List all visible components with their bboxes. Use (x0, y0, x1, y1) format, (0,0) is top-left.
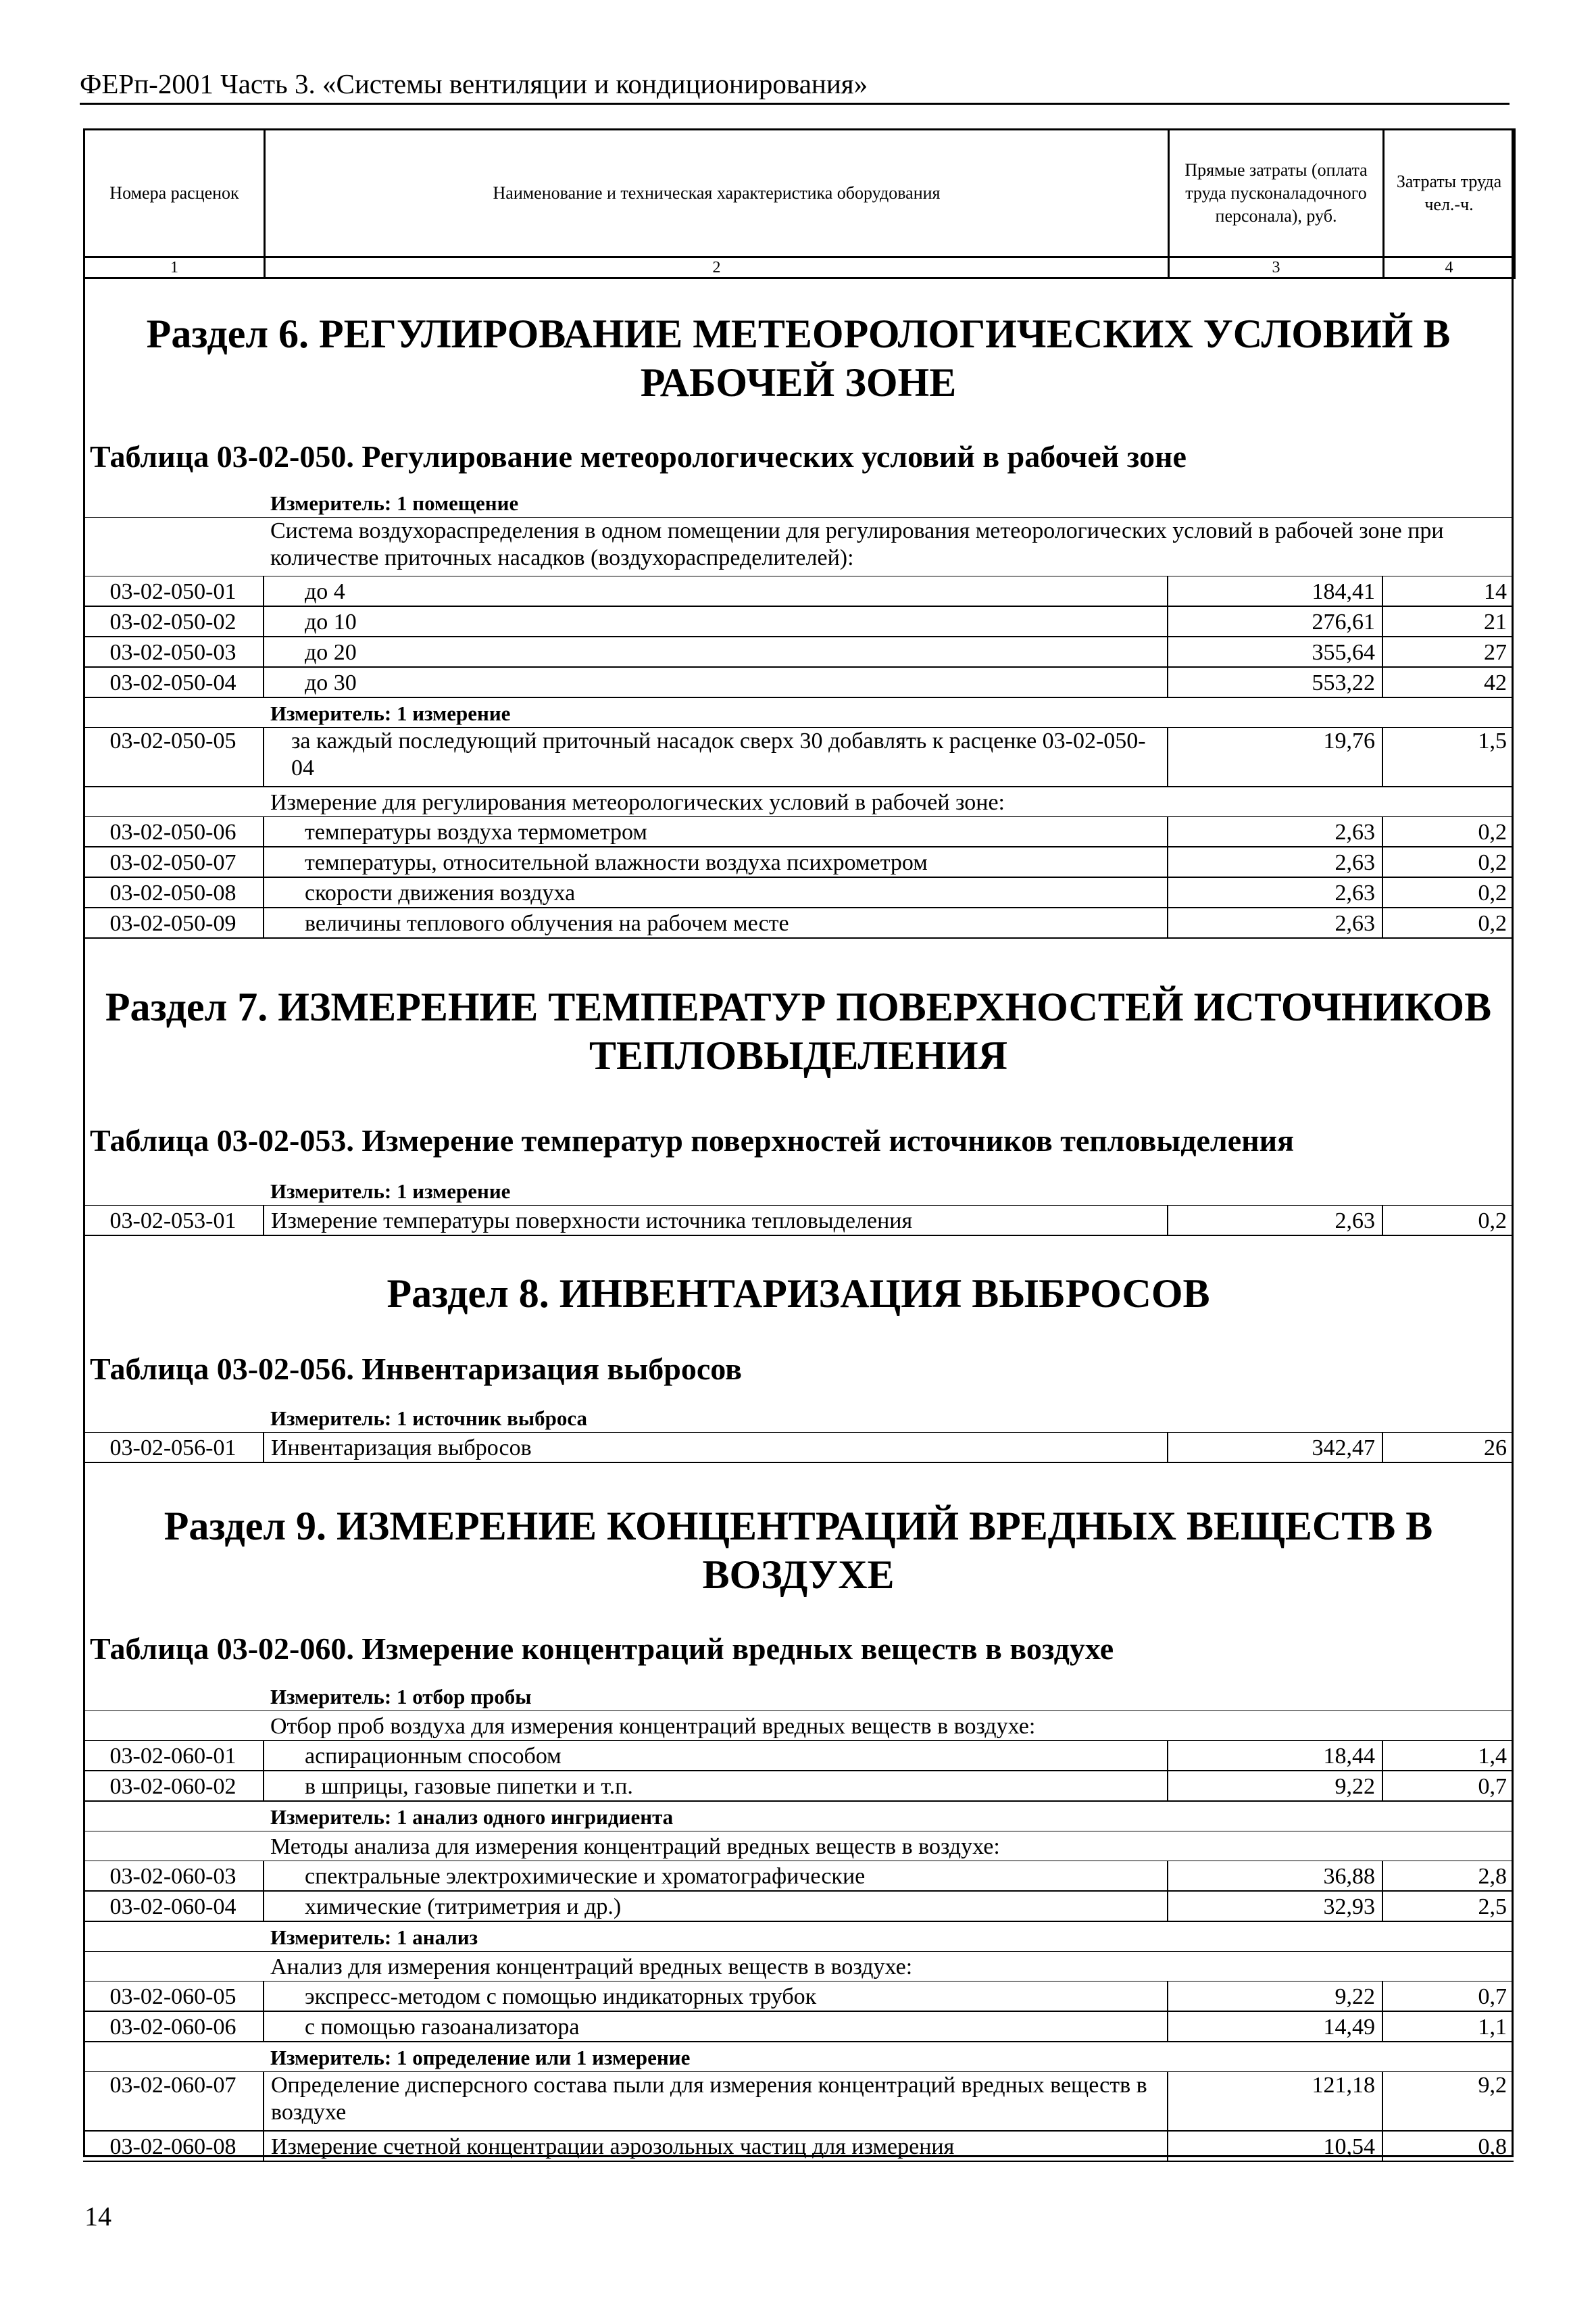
rate-code: 03-02-050-01 (83, 576, 264, 607)
measurer: Измеритель: 1 измерение (264, 1176, 1514, 1206)
section-7-title: Раздел 7. ИЗМЕРЕНИЕ ТЕМПЕРАТУР ПОВЕРХНОСТЕЙ ИСТОЧНИКОВ ТЕПЛОВЫДЕЛЕНИЯ (105, 985, 1492, 1078)
table-row (83, 728, 1514, 787)
rate-labor: 21 (1382, 606, 1514, 637)
measurer: Измеритель: 1 отбор пробы (264, 1681, 1514, 1711)
col-number-2: 2 (265, 257, 1169, 278)
rate-name: экспресс-методом с помощью индикаторных трубок (264, 1981, 1168, 2012)
rate-name: в шприцы, газовые пипетки и т.п. (264, 1771, 1168, 1801)
rate-code: 03-02-060-05 (83, 1981, 264, 2012)
table-050 (83, 488, 1514, 939)
table-row (83, 1741, 1514, 1771)
rate-cost: 355,64 (1168, 637, 1382, 667)
col-number-3: 3 (1169, 257, 1384, 278)
rate-code: 03-02-050-08 (83, 877, 264, 908)
col-header-codes: Номера расценок (84, 130, 265, 257)
rate-labor: 42 (1382, 667, 1514, 697)
rate-name: до 10 (264, 606, 1168, 637)
rate-cost: 36,88 (1168, 1861, 1382, 1892)
rate-labor: 2,5 (1382, 1891, 1514, 1921)
rate-cost: 10,54 (1168, 2131, 1382, 2161)
table-row (83, 1861, 1514, 1892)
rate-name: до 20 (264, 637, 1168, 667)
rate-cost: 553,22 (1168, 667, 1382, 697)
rate-code: 03-02-050-05 (83, 728, 264, 787)
table-053-title: Таблица 03-02-053. Измерение температур поверхностей источников тепловыделения (90, 1123, 1295, 1158)
rate-labor: 27 (1382, 637, 1514, 667)
column-header-table (83, 128, 1516, 279)
rate-code: 03-02-060-02 (83, 1771, 264, 1801)
rate-name: спектральные электрохимические и хроматографические (264, 1861, 1168, 1892)
rate-name: Определение дисперсного состава пыли для измерения концентраций вредных веществ в воздухе (264, 2072, 1168, 2132)
table-060-title: Таблица 03-02-060. Измерение концентраций вредных веществ в воздухе (90, 1631, 1114, 1666)
rate-labor: 0,7 (1382, 1981, 1514, 2012)
rate-name: величины теплового облучения на рабочем месте (264, 908, 1168, 938)
table-050-title: Таблица 03-02-050. Регулирование метеорологических условий в рабочей зоне (90, 439, 1187, 474)
table-row (83, 1433, 1514, 1463)
rate-labor: 0,2 (1382, 817, 1514, 847)
rate-labor: 1,1 (1382, 2011, 1514, 2042)
table-row (83, 908, 1514, 938)
measurer: Измеритель: 1 измерение (264, 697, 1514, 728)
group-note: Система воздухораспределения в одном помещении для регулирования метеорологических условий в рабочей зоне при количестве приточных насадков (воздухораспределителей): (264, 518, 1514, 576)
header-rule (80, 103, 1510, 105)
table-row (83, 2011, 1514, 2042)
rate-code: 03-02-053-01 (83, 1206, 264, 1236)
table-row (83, 637, 1514, 667)
rate-name: Инвентаризация выбросов (264, 1433, 1168, 1463)
rate-code: 03-02-060-08 (83, 2131, 264, 2161)
rate-name: до 4 (264, 576, 1168, 607)
rate-code: 03-02-060-07 (83, 2072, 264, 2132)
table-row (83, 1771, 1514, 1801)
table-row (83, 667, 1514, 697)
rate-cost: 2,63 (1168, 877, 1382, 908)
rate-cost: 276,61 (1168, 606, 1382, 637)
rate-cost: 2,63 (1168, 847, 1382, 877)
col-header-labor: Затраты труда чел.-ч. (1384, 130, 1515, 257)
table-row (83, 877, 1514, 908)
section-6-title: Раздел 6. РЕГУЛИРОВАНИЕ МЕТЕОРОЛОГИЧЕСКИХ УСЛОВИЙ В РАБОЧЕЙ ЗОНЕ (146, 312, 1451, 405)
rate-labor: 0,2 (1382, 847, 1514, 877)
rate-cost: 2,63 (1168, 817, 1382, 847)
group-note: Методы анализа для измерения концентраций вредных веществ в воздухе: (264, 1831, 1514, 1861)
rate-cost: 9,22 (1168, 1981, 1382, 2012)
table-row (83, 2131, 1514, 2161)
measurer: Измеритель: 1 помещение (264, 488, 1514, 518)
rate-cost: 184,41 (1168, 576, 1382, 607)
measurer: Измеритель: 1 анализ одного ингридиента (264, 1801, 1514, 1831)
rate-code: 03-02-060-06 (83, 2011, 264, 2042)
rate-labor: 0,2 (1382, 877, 1514, 908)
rate-code: 03-02-050-07 (83, 847, 264, 877)
rate-code: 03-02-060-01 (83, 1741, 264, 1771)
table-row (83, 847, 1514, 877)
table-060 (83, 1681, 1514, 2162)
rate-cost: 121,18 (1168, 2072, 1382, 2132)
rate-cost: 342,47 (1168, 1433, 1382, 1463)
rate-name: с помощью газоанализатора (264, 2011, 1168, 2042)
rate-cost: 2,63 (1168, 908, 1382, 938)
rate-code: 03-02-060-04 (83, 1891, 264, 1921)
rate-name: химические (титриметрия и др.) (264, 1891, 1168, 1921)
table-row (83, 1206, 1514, 1236)
table-053 (83, 1176, 1514, 1236)
rate-labor: 2,8 (1382, 1861, 1514, 1892)
rate-name: температуры, относительной влажности воздуха психрометром (264, 847, 1168, 877)
table-row (83, 817, 1514, 847)
rate-labor: 1,5 (1382, 728, 1514, 787)
group-note: Измерение для регулирования метеорологических условий в рабочей зоне: (264, 787, 1514, 817)
rate-cost: 2,63 (1168, 1206, 1382, 1236)
rate-name: аспирационным способом (264, 1741, 1168, 1771)
rate-code: 03-02-060-03 (83, 1861, 264, 1892)
col-number-4: 4 (1384, 257, 1515, 278)
rate-code: 03-02-050-06 (83, 817, 264, 847)
rate-labor: 0,2 (1382, 908, 1514, 938)
rate-cost: 19,76 (1168, 728, 1382, 787)
rate-labor: 0,8 (1382, 2131, 1514, 2161)
group-note: Анализ для измерения концентраций вредных веществ в воздухе: (264, 1952, 1514, 1981)
group-note: Отбор проб воздуха для измерения концентраций вредных веществ в воздухе: (264, 1711, 1514, 1741)
rate-code: 03-02-050-03 (83, 637, 264, 667)
rate-labor: 26 (1382, 1433, 1514, 1463)
table-row (83, 576, 1514, 607)
rate-code: 03-02-056-01 (83, 1433, 264, 1463)
measurer: Измеритель: 1 анализ (264, 1921, 1514, 1952)
rate-labor: 9,2 (1382, 2072, 1514, 2132)
rate-code: 03-02-050-04 (83, 667, 264, 697)
rate-cost: 9,22 (1168, 1771, 1382, 1801)
rate-cost: 18,44 (1168, 1741, 1382, 1771)
table-row (83, 606, 1514, 637)
measurer: Измеритель: 1 определение или 1 измерение (264, 2042, 1514, 2072)
rate-cost: 14,49 (1168, 2011, 1382, 2042)
col-header-name: Наименование и техническая характеристика оборудования (265, 130, 1169, 257)
rate-name: за каждый последующий приточный насадок сверх 30 добавлять к расценке 03-02-050-04 (264, 728, 1168, 787)
rate-name: Измерение счетной концентрации аэрозольных частиц для измерения (264, 2131, 1168, 2161)
col-number-1: 1 (84, 257, 265, 278)
rate-cost: 32,93 (1168, 1891, 1382, 1921)
table-row (83, 1891, 1514, 1921)
page-number: 14 (84, 2201, 111, 2232)
rate-name: температуры воздуха термометром (264, 817, 1168, 847)
rate-labor: 0,7 (1382, 1771, 1514, 1801)
rate-labor: 0,2 (1382, 1206, 1514, 1236)
page-header: ФЕРп-2001 Часть 3. «Системы вентиляции и кондиционирования» (80, 68, 868, 99)
rate-name: Измерение температуры поверхности источника тепловыделения (264, 1206, 1168, 1236)
section-9-title: Раздел 9. ИЗМЕРЕНИЕ КОНЦЕНТРАЦИЙ ВРЕДНЫХ ВЕЩЕСТВ В ВОЗДУХЕ (164, 1504, 1433, 1597)
col-header-cost: Прямые затраты (оплата труда пусконаладочного персонала), руб. (1169, 130, 1384, 257)
table-056 (83, 1403, 1514, 1463)
table-056-title: Таблица 03-02-056. Инвентаризация выбросов (90, 1352, 742, 1386)
table-row (83, 1981, 1514, 2012)
rate-labor: 14 (1382, 576, 1514, 607)
rate-labor: 1,4 (1382, 1741, 1514, 1771)
measurer: Измеритель: 1 источник выброса (264, 1403, 1514, 1433)
rate-code: 03-02-050-02 (83, 606, 264, 637)
table-row (83, 2072, 1514, 2132)
rate-name: до 30 (264, 667, 1168, 697)
rate-code: 03-02-050-09 (83, 908, 264, 938)
section-8-title: Раздел 8. ИНВЕНТАРИЗАЦИЯ ВЫБРОСОВ (386, 1271, 1210, 1316)
rate-name: скорости движения воздуха (264, 877, 1168, 908)
